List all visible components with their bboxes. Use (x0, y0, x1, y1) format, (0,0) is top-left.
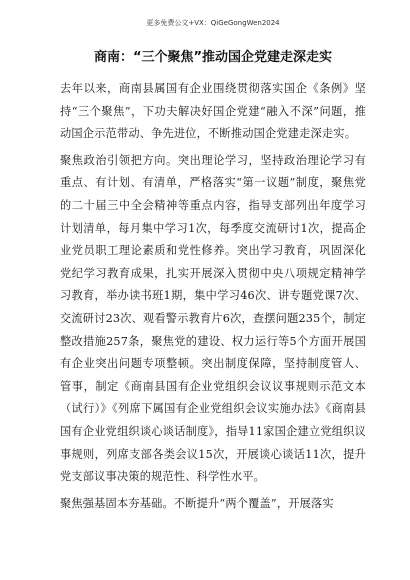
paragraph-strengthen-foundation: 聚焦强基固本夯基础。不断提升“两个覆盖”，开展落实 (60, 496, 334, 510)
document-title: 商南：“三个聚焦”推动国企党建走深走实 (93, 50, 333, 65)
paragraph-political-guidance: 聚焦政治引领把方向。突出理论学习，坚持政治理论学习有重点、有计划、有清单，严格落实“第一议题”制度，聚焦党的二十届三中全会精神等重点内容，指导支部列出年度学习计划清单，每月集中学习1次，每季度交流研讨1次，提高企业党员职工理论素质和党性修养。突出学习教育，巩固深化党纪学习教育成果，扎实开展深入贯彻中央八项规定精神学习教育，举办读书班1期，集中学习46次、讲专题党课7次、交流研讨23次、观看警示教育片6次，查摆问题235个，制定整改措施257条，聚焦党的建设、权力运行等5个方面开展国有企业突出问题专项整顿。突出制度保障，坚持制度管人、管事，制定《商南县国有企业党组织会议议事规则示范文本（试行）》《列席下属国有企业党组织会议实施办法》《商南县国有企业党组织谈心谈话制度》，指导11家国企建立党组织议事规则，列席支部各类会议15次，开展谈心谈话11次，提升党支部议事决策的规范性、科学性水平。 (60, 153, 366, 484)
page-header: 更多免费公文+VX：QiGeGongWen2024 (146, 19, 280, 27)
paragraph-intro: 去年以来，商南县属国有企业围绕贯彻落实国企《条例》坚持“三个聚焦”，下功夫解决好国企党建“融入不深”问题，推动国企示范带动、争先进位，不断推动国企党建走深走实。 (60, 82, 366, 141)
